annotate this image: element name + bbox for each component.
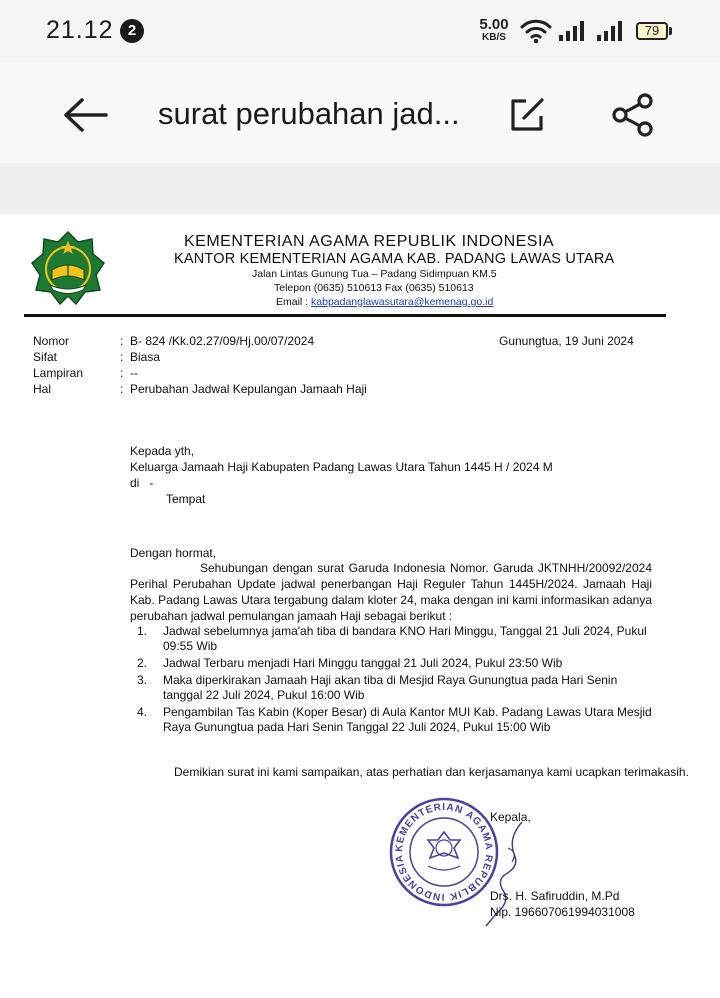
battery-tip [669,27,672,35]
lampiran-label: Lampiran [33,366,84,380]
share-icon[interactable] [610,92,656,138]
status-time: 21.12 [46,16,114,44]
signature-title: Kepala, [490,810,531,824]
sifat-label: Sifat [33,350,58,364]
notification-count-badge: 2 [120,19,144,43]
list-item-number: 4. [137,705,148,719]
battery-level: 79 [644,23,660,38]
list-item-number: 1. [137,624,148,638]
list-item-text: Maka diperkirakan Jamaah Haji akan tiba di Mesjid Raya Gunungtua pada Hari Senin tanggal 22 Juli 2024, Pukul 16:00 Wib [163,673,618,702]
stamp-text: KEMENTERIAN AGAMA REPUBLIK INDONESIA [393,801,495,903]
signal-strength-icon-sim1 [558,20,586,42]
lampiran-colon: : [120,366,124,380]
letterhead-divider [24,314,666,317]
sifat-colon: : [120,350,124,364]
email-label: Email : [276,296,312,308]
recipient-di: di - [130,476,154,490]
body-paragraph [130,560,652,624]
signal-strength-icon-sim2 [596,20,624,42]
hal-colon: : [120,382,124,396]
recipient-salutation: Kepada yth, [130,444,195,458]
letterhead-office: KANTOR KEMENTERIAN AGAMA KAB. PADANG LAWAS UTARA [174,251,615,267]
letterhead-address: Jalan Lintas Gunung Tua – Padang Sidimpuan KM.5 [252,268,497,280]
recipient-place: Tempat [166,492,206,506]
nomor-value: B- 824 /Kk.02.27/09/Hj.00/07/2024 [130,334,315,348]
network-speed [476,17,512,43]
place-date: Gunungtua, 19 Juni 2024 [499,334,634,348]
signatory-name: Drs. H. Safiruddin, M.Pd [490,889,620,903]
recipient-name: Keluarga Jamaah Haji Kabupaten Padang Lawas Utara Tahun 1445 H / 2024 M [130,460,553,474]
battery-icon [636,22,668,40]
letterhead-ministry: KEMENTERIAN AGAMA REPUBLIK INDONESIA [184,233,555,250]
arrow-left-icon[interactable] [62,95,108,135]
greeting: Dengan hormat, [130,546,217,560]
body-paragraph-text: Sehubungan dengan surat Garuda Indonesia Nomor. Garuda JKTNHH/20092/2024 Perihal Perubahan Update jadwal penerbangan Haji Reguler Tahun 1445H/2024. Jamaah Haji Kab. Padang Lawas Utara tergabung dalam kloter 24, maka dengan ini kami informasikan adanya perubahan jadwal pemulangan jamaah Haji sebagai berikut : [130,561,652,623]
list-item-number: 2. [137,656,148,670]
letterhead-email [276,296,493,308]
network-speed-value: 5.00 [479,16,509,33]
list-item [130,624,652,654]
document-title: surat perubahan jad... [158,96,460,131]
viewer-gap [0,163,720,214]
list-item-text: Jadwal Terbaru menjadi Hari Minggu tanggal 21 Juli 2024, Pukul 23:50 Wib [163,656,563,670]
hal-label: Hal [33,382,52,396]
edit-icon[interactable] [508,96,546,134]
hal-value: Perubahan Jadwal Kepulangan Jamaah Haji [130,382,367,396]
list-item-number: 3. [137,673,148,687]
wifi-icon [520,18,552,44]
list-item [130,673,652,703]
list-item [130,705,652,735]
list-item-text: Jadwal sebelumnya jama'ah tiba di bandara KNO Hari Minggu, Tanggal 21 Juli 2024, Pukul 09:55 Wib [163,624,647,653]
lampiran-value: -- [130,366,138,380]
signatory-nip: Nip. 196607061994031008 [490,905,635,919]
sifat-value: Biasa [130,350,161,364]
list-item-text: Pengambilan Tas Kabin (Koper Besar) di Aula Kantor MUI Kab. Padang Lawas Utara Mesjid Raya Gunungtua pada Hari Senin Tanggal 22 Juli 2024, Pukul 15:00 Wib [163,705,652,734]
status-bar [0,0,720,62]
nomor-colon: : [120,334,124,348]
kemenag-logo-icon [30,230,106,306]
letterhead-phone: Telepon (0635) 510613 Fax (0635) 510613 [274,282,474,294]
list-item [130,656,652,671]
schedule-list [130,624,652,737]
network-speed-unit: KB/S [482,32,506,43]
email-link[interactable]: kabpadanglawasutara@kemenag.go.id [311,296,494,308]
closing-sentence: Demikian surat ini kami sampaikan, atas perhatian dan kerjasamanya kami ucapkan terimakasih. [174,765,689,779]
nomor-label: Nomor [33,334,70,348]
